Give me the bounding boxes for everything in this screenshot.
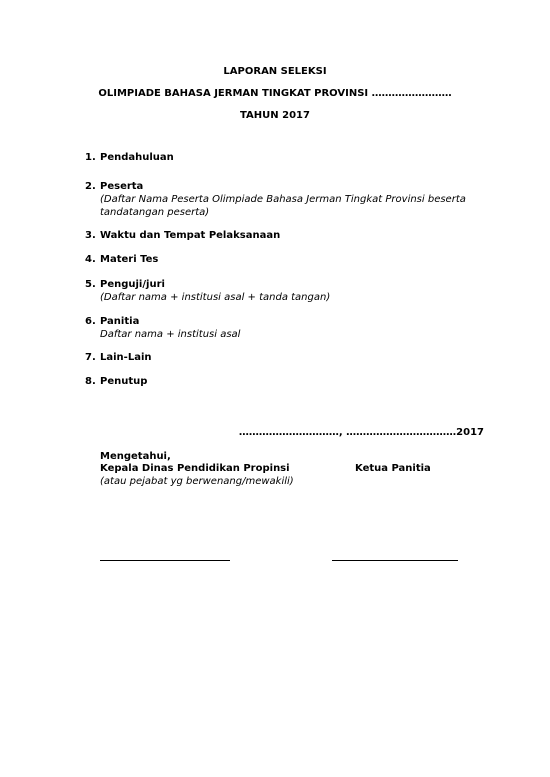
left-signature-line <box>100 560 230 561</box>
place-date-line: …………………………, ……………………………2017 <box>238 427 484 438</box>
section-note-panitia: Daftar nama + institusi asal <box>100 329 241 340</box>
section-number: 5. <box>85 279 96 290</box>
section-number: 1. <box>85 152 96 163</box>
section-number: 3. <box>85 230 96 241</box>
left-signatory-title: Kepala Dinas Pendidikan Propinsi <box>100 463 290 474</box>
left-signatory-note: (atau pejabat yg berwenang/mewakili) <box>100 476 294 487</box>
section-heading-penguji: Penguji/juri <box>100 279 165 290</box>
section-heading-lain: Lain-Lain <box>100 352 152 363</box>
section-heading-pendahuluan: Pendahuluan <box>100 152 174 163</box>
section-heading-materi: Materi Tes <box>100 254 159 265</box>
section-number: 4. <box>85 254 96 265</box>
document-year: TAHUN 2017 <box>240 110 310 121</box>
section-heading-peserta: Peserta <box>100 181 144 192</box>
section-number: 2. <box>85 181 96 192</box>
section-heading-penutup: Penutup <box>100 376 148 387</box>
document-subtitle: OLIMPIADE BAHASA JERMAN TINGKAT PROVINSI …………………… <box>98 88 452 99</box>
right-signature-line <box>332 560 458 561</box>
section-heading-panitia: Panitia <box>100 316 140 327</box>
section-note-peserta-line1: (Daftar Nama Peserta Olimpiade Bahasa Jerman Tingkat Provinsi beserta <box>100 194 466 205</box>
section-note-penguji: (Daftar nama + institusi asal + tanda tangan) <box>100 292 331 303</box>
right-signatory-title: Ketua Panitia <box>355 463 431 474</box>
document-title: LAPORAN SELEKSI <box>223 66 327 77</box>
section-number: 7. <box>85 352 96 363</box>
section-number: 8. <box>85 376 96 387</box>
acknowledged-label: Mengetahui, <box>100 451 171 462</box>
section-number: 6. <box>85 316 96 327</box>
section-heading-waktu: Waktu dan Tempat Pelaksanaan <box>100 230 281 241</box>
section-note-peserta-line2: tandatangan peserta) <box>100 207 210 218</box>
